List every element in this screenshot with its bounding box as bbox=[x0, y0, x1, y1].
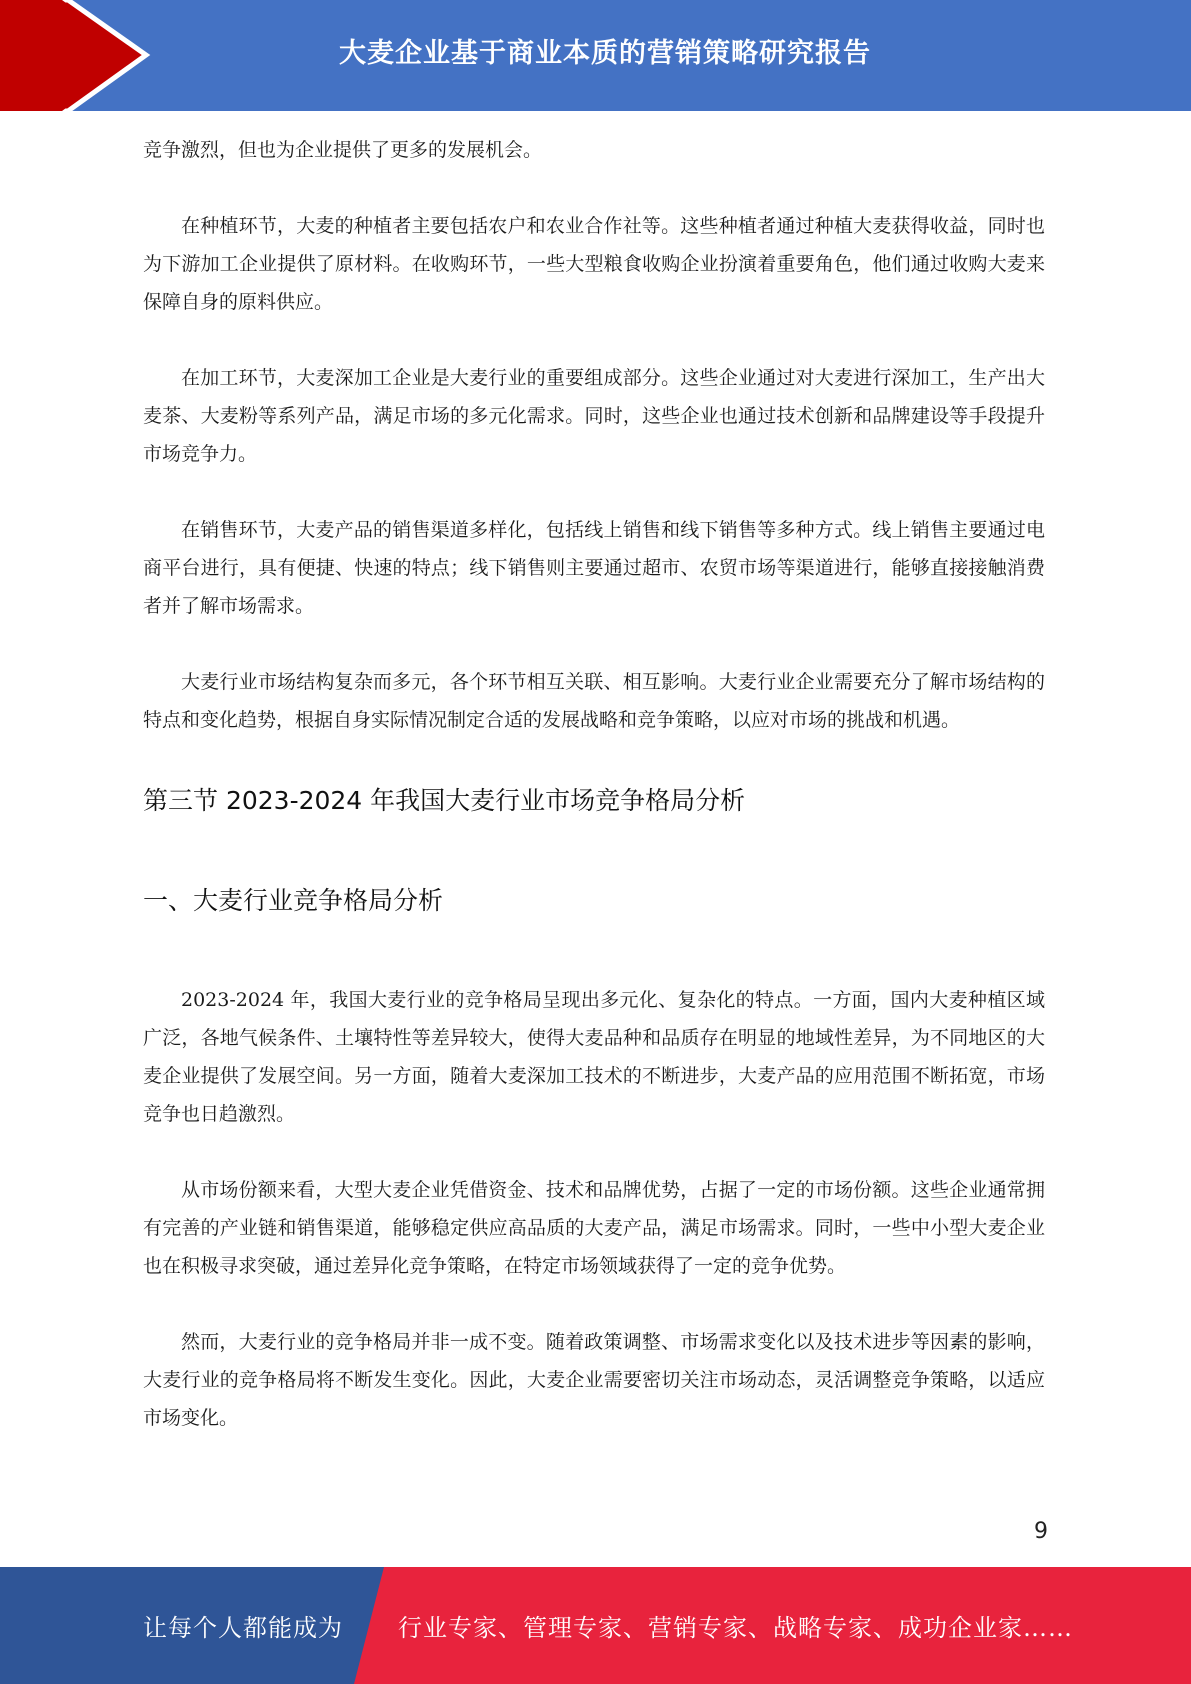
body-paragraph: 从市场份额来看，大型大麦企业凭借资金、技术和品牌优势，占据了一定的市场份额。这些企业通常拥有完善的产业链和销售渠道，能够稳定供应高品质的大麦产品，满足市场需求。同时，一些中小型大麦企业也在积极寻求突破，通过差异化竞争策略，在特定市场领域获得了一定的竞争优势。 bbox=[143, 1179, 1045, 1277]
subsection-heading: 一、大麦行业竞争格局分析 bbox=[143, 886, 444, 915]
page-footer bbox=[0, 1567, 1191, 1684]
header-title: 大麦企业基于商业本质的营销策略研究报告 bbox=[339, 37, 871, 69]
body-paragraph: 然而，大麦行业的竞争格局并非一成不变。随着政策调整、市场需求变化以及技术进步等因素的影响，大麦行业的竞争格局将不断发生变化。因此，大麦企业需要密切关注市场动态，灵活调整竞争策略，以适应市场变化。 bbox=[143, 1331, 1045, 1429]
body-paragraph: 在种植环节，大麦的种植者主要包括农户和农业合作社等。这些种植者通过种植大麦获得收益，同时也为下游加工企业提供了原材料。在收购环节，一些大型粮食收购企业扮演着重要角色，他们通过收购大麦来保障自身的原料供应。 bbox=[143, 215, 1045, 313]
footer-slogan-left: 让每个人都能成为 bbox=[143, 1614, 343, 1642]
body-paragraph: 竞争激烈，但也为企业提供了更多的发展机会。 bbox=[143, 139, 543, 161]
body-paragraph: 在销售环节，大麦产品的销售渠道多样化，包括线上销售和线下销售等多种方式。线上销售主要通过电商平台进行，具有便捷、快速的特点；线下销售则主要通过超市、农贸市场等渠道进行，能够直接接触消费者并了解市场需求。 bbox=[143, 519, 1045, 617]
document-body bbox=[143, 131, 1045, 1437]
page-header bbox=[0, 0, 1191, 111]
body-paragraph: 2023-2024 年，我国大麦行业的竞争格局呈现出多元化、复杂化的特点。一方面，国内大麦种植区域广泛，各地气候条件、土壤特性等差异较大，使得大麦品种和品质存在明显的地域性差异，为不同地区的大麦企业提供了发展空间。另一方面，随着大麦深加工技术的不断进步，大麦产品的应用范围不断拓宽，市场竞争也日趋激烈。 bbox=[143, 989, 1045, 1125]
body-paragraph: 在加工环节，大麦深加工企业是大麦行业的重要组成部分。这些企业通过对大麦进行深加工，生产出大麦茶、大麦粉等系列产品，满足市场的多元化需求。同时，这些企业也通过技术创新和品牌建设等手段提升市场竞争力。 bbox=[143, 367, 1045, 465]
footer-slogan-right: 行业专家、管理专家、营销专家、战略专家、成功企业家…… bbox=[398, 1614, 1073, 1642]
section-heading: 第三节 2023-2024 年我国大麦行业市场竞争格局分析 bbox=[143, 786, 746, 815]
page-number: 9 bbox=[1034, 1519, 1048, 1544]
body-paragraph: 大麦行业市场结构复杂而多元，各个环节相互关联、相互影响。大麦行业企业需要充分了解市场结构的特点和变化趋势，根据自身实际情况制定合适的发展战略和竞争策略，以应对市场的挑战和机遇。 bbox=[143, 671, 1045, 731]
